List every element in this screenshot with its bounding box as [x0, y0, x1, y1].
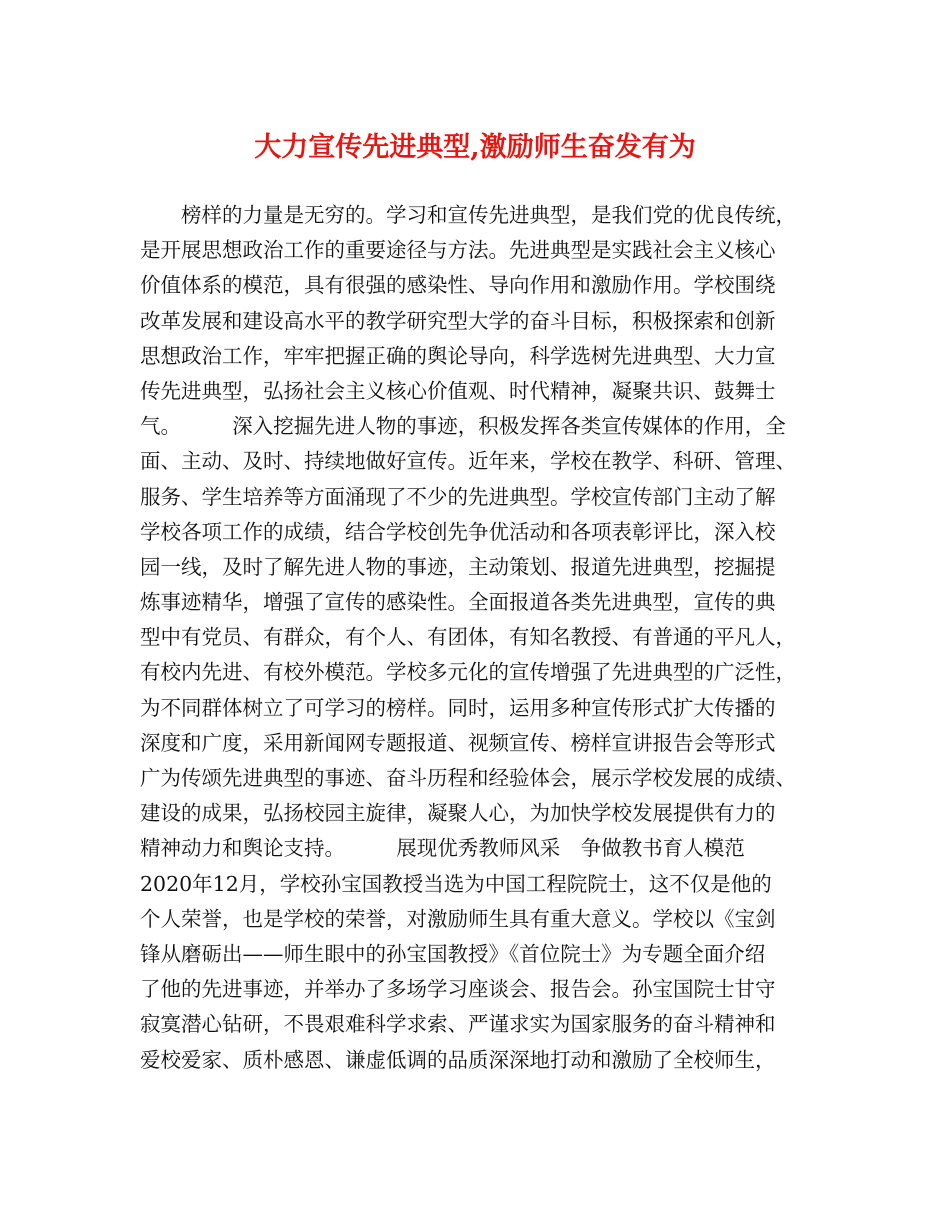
document-body: [140, 198, 812, 1078]
body-line: 榜样的力量是无穷的。学习和宣传先进典型，是我们党的优良传统，: [140, 203, 796, 227]
body-line: 园一线，及时了解先进人物的事迹，主动策划、报道先进典型，挖掘提: [140, 554, 776, 579]
body-line: 锋从磨砺出——师生眼中的孙宝国教授》《首位院士》为专题全面介绍: [140, 941, 766, 966]
body-line: 2020年12月，学校孙宝国教授当选为中国工程院院士，这不仅是他的: [140, 871, 772, 896]
body-line: 面、主动、及时、持续地做好宣传。近年来，学校在教学、科研、管理、: [140, 449, 796, 474]
body-line: 传先进典型，弘扬社会主义核心价值观、时代精神，凝聚共识、鼓舞士: [140, 378, 776, 403]
body-line: 学校各项工作的成绩，结合学校创先争优活动和各项表彰评比，深入校: [140, 519, 776, 544]
body-line: 精神动力和舆论支持。 展现优秀教师风采 争做教书育人模范: [140, 836, 745, 861]
body-line: 有校内先进、有校外模范。学校多元化的宣传增强了先进典型的广泛性，: [140, 660, 796, 685]
body-line: 为不同群体树立了可学习的榜样。同时，运用多种宣传形式扩大传播的: [140, 695, 776, 720]
body-line: 广为传颂先进典型的事迹、奋斗历程和经验体会，展示学校发展的成绩、: [140, 766, 796, 790]
body-line: 建设的成果，弘扬校园主旋律，凝聚人心，为加快学校发展提供有力的: [140, 801, 776, 826]
body-line: 型中有党员、有群众，有个人、有团体，有知名教授、有普通的平凡人，: [140, 625, 796, 650]
body-line: 寂寞潜心钻研，不畏艰难科学求索、严谨求实为国家服务的奋斗精神和: [140, 1012, 776, 1037]
body-line: 了他的先进事迹，并举办了多场学习座谈会、报告会。孙宝国院士甘守: [140, 977, 776, 1002]
body-line: 思想政治工作，牢牢把握正确的舆论导向，科学选树先进典型、大力宣: [140, 343, 776, 368]
body-line: 价值体系的模范，具有很强的感染性、导向作用和激励作用。学校围绕: [140, 273, 776, 298]
body-line: 个人荣誉，也是学校的荣誉，对激励师生具有重大意义。学校以《宝剑: [140, 906, 776, 931]
body-line: 改革发展和建设高水平的教学研究型大学的奋斗目标，积极探索和创新: [140, 308, 776, 333]
document-title: 大力宣传先进典型,激励师生奋发有为: [254, 132, 696, 163]
body-line: 爱校爱家、质朴感恩、谦虚低调的品质深深地打动和激励了全校师生，: [140, 1047, 776, 1072]
body-line: 炼事迹精华，增强了宣传的感染性。全面报道各类先进典型，宣传的典: [140, 590, 776, 615]
body-line: 气。 深入挖掘先进人物的事迹，积极发挥各类宣传媒体的作用，全: [140, 414, 786, 439]
body-line: 是开展思想政治工作的重要途径与方法。先进典型是实践社会主义核心: [140, 238, 776, 263]
body-line: 深度和广度，采用新闻网专题报道、视频宣传、榜样宣讲报告会等形式: [140, 730, 776, 755]
body-line: 服务、学生培养等方面涌现了不少的先进典型。学校宣传部门主动了解: [140, 484, 776, 509]
